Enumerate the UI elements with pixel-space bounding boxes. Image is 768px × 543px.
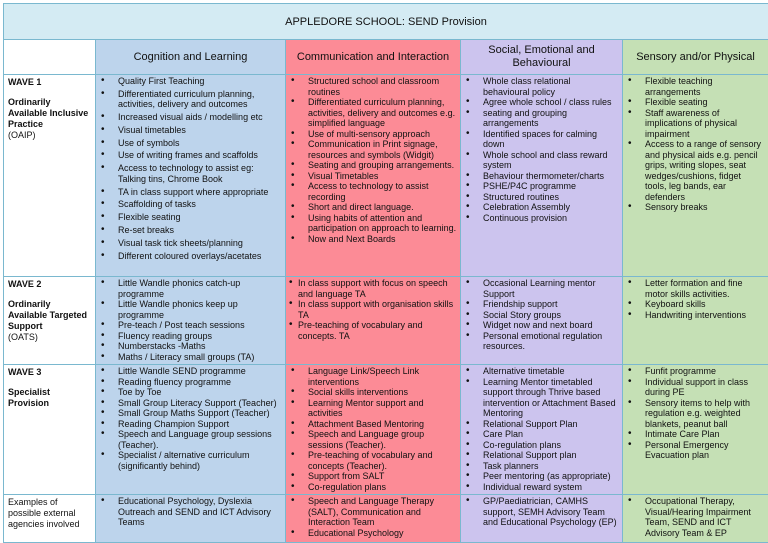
list-item: • Learning Mentor support and activities: [286, 398, 460, 419]
list-item: • Flexible seating: [96, 212, 285, 223]
list-item: • Whole school and class reward system: [461, 150, 622, 171]
wave1-sensory: [623, 75, 768, 277]
wave-name: Ordinarily Available Inclusive Practice: [8, 97, 91, 130]
list-item: • Handwriting interventions: [623, 310, 768, 321]
wave-title: WAVE 2: [8, 279, 91, 290]
bullet-list: [96, 76, 285, 261]
list-item: • Use of symbols: [96, 138, 285, 149]
list-item: • Communication in Print signage, resources and symbols (Widgit): [286, 139, 460, 160]
list-item: • Quality First Teaching: [96, 76, 285, 87]
external-cognition: [96, 495, 286, 543]
wave-abbr: (OAIP): [8, 130, 91, 141]
list-item: • Access to a range of sensory and physical aids e.g. pencil grips, writing slopes, seat wedges/cushions, fidget tools, leg bands, ear defenders: [623, 139, 768, 202]
list-item: • Funfit programme: [623, 366, 768, 377]
list-item: • Behaviour thermometer/charts: [461, 171, 622, 182]
wave3-cognition: [96, 365, 286, 495]
bullet-list: [461, 76, 622, 223]
list-item: • Relational Support Plan: [461, 419, 622, 430]
list-item: • Peer mentoring (as appropriate): [461, 471, 622, 482]
list-item: • Friendship support: [461, 299, 622, 310]
list-item: • Use of writing frames and scaffolds: [96, 150, 285, 161]
list-item: • Learning Mentor timetabled support through Thrive based intervention or Attachment Based Mentoring: [461, 377, 622, 419]
bullet-list: [286, 76, 460, 244]
list-item: • Flexible seating: [623, 97, 768, 108]
wave1-label-cell: [4, 75, 96, 277]
list-item: • Co-regulation plans: [461, 440, 622, 451]
list-item: • Specialist / alternative curriculum (significantly behind): [96, 450, 285, 471]
list-item: • Relational Support plan: [461, 450, 622, 461]
list-item: • Pre-teaching of vocabulary and concepts (Teacher).: [286, 450, 460, 471]
list-item: • Structured routines: [461, 192, 622, 203]
list-item: • Flexible teaching arrangements: [623, 76, 768, 97]
list-item: • Scaffolding of tasks: [96, 199, 285, 210]
list-item: • Fluency reading groups: [96, 331, 285, 342]
list-item: • Little Wandle SEND programme: [96, 366, 285, 377]
wave2-label-cell: [4, 277, 96, 365]
wave2-social: [461, 277, 623, 365]
list-item: • Language Link/Speech Link interventions: [286, 366, 460, 387]
list-item: • Attachment Based Mentoring: [286, 419, 460, 430]
send-provision-table: [3, 3, 768, 543]
list-item: • PSHE/P4C programme: [461, 181, 622, 192]
wave1-cognition: [96, 75, 286, 277]
header-cognition: Cognition and Learning: [96, 40, 286, 75]
list-item: • Use of multi-sensory approach: [286, 129, 460, 140]
external-communication: [286, 495, 461, 543]
list-item: • Staff awareness of implications of physical impairment: [623, 108, 768, 140]
wave1-row: [4, 75, 768, 277]
wave1-communication: [286, 75, 461, 277]
list-item: • Care Plan: [461, 429, 622, 440]
bullet-list: [96, 278, 285, 362]
list-item: • Different coloured overlays/acetates: [96, 251, 285, 262]
wave-name: Ordinarily Available Targeted Support: [8, 299, 91, 332]
external-sensory: [623, 495, 768, 543]
list-item: • Individual support in class during PE: [623, 377, 768, 398]
list-item: • Celebration Assembly: [461, 202, 622, 213]
list-item: • Alternative timetable: [461, 366, 622, 377]
list-item: • Social skills interventions: [286, 387, 460, 398]
list-item: • Differentiated curriculum planning, activities, delivery and outcomes: [96, 89, 285, 110]
list-item: • Occasional Learning mentor Support: [461, 278, 622, 299]
title-row: [4, 4, 768, 40]
list-item: • Speech and Language group sessions (Teacher).: [286, 429, 460, 450]
wave-title: WAVE 1: [8, 77, 91, 88]
wave3-communication: [286, 365, 461, 495]
wave1-social: [461, 75, 623, 277]
bullet-list: [96, 366, 285, 471]
list-item: • GP/Paediatrician, CAMHS support, SEMH Advisory Team and Educational Psychology (EP): [461, 496, 622, 528]
list-item: • seating and grouping arrangements: [461, 108, 622, 129]
list-item: • Educational Psychology: [286, 528, 460, 539]
list-item: • Numberstacks -Maths: [96, 341, 285, 352]
external-agencies-row: [4, 495, 768, 543]
wave2-row: [4, 277, 768, 365]
list-item: • Whole class relational behavioural policy: [461, 76, 622, 97]
list-item: • Access to technology to assist recording: [286, 181, 460, 202]
wave2-cognition: [96, 277, 286, 365]
list-item: • Speech and Language group sessions (Teacher).: [96, 429, 285, 450]
wave3-label-cell: [4, 365, 96, 495]
bullet-list: [286, 278, 460, 341]
list-item: • Toe by Toe: [96, 387, 285, 398]
list-item: • Little Wandle phonics catch-up programme: [96, 278, 285, 299]
external-social: [461, 495, 623, 543]
list-item: • Individual reward system: [461, 482, 622, 493]
list-item: • Now and Next Boards: [286, 234, 460, 245]
bullet-list: [461, 496, 622, 528]
wave3-row: [4, 365, 768, 495]
list-item: • Task planners: [461, 461, 622, 472]
list-item: • Occupational Therapy, Visual/Hearing Impairment Team, SEND and ICT Advisory Team & EP: [623, 496, 768, 538]
list-item: • Pre-teach / Post teach sessions: [96, 320, 285, 331]
page-title: APPLEDORE SCHOOL: SEND Provision: [4, 4, 768, 40]
bullet-list: [623, 496, 768, 538]
list-item: • Personal Emergency Evacuation plan: [623, 440, 768, 461]
list-item: • Social Story groups: [461, 310, 622, 321]
bullet-list: [461, 366, 622, 492]
list-item: • TA in class support where appropriate: [96, 187, 285, 198]
list-item: • Visual Timetables: [286, 171, 460, 182]
list-item: • Letter formation and fine motor skills activities.: [623, 278, 768, 299]
list-item: • Reading fluency programme: [96, 377, 285, 388]
list-item: • Visual task tick sheets/planning: [96, 238, 285, 249]
bullet-list: [623, 278, 768, 320]
header-social: Social, Emotional and Behavioural: [461, 40, 623, 75]
bullet-list: [461, 278, 622, 352]
wave-name: Specialist Provision: [8, 387, 91, 409]
list-item: • Seating and grouping arrangements.: [286, 160, 460, 171]
list-item: • Speech and Language Therapy (SALT), Communication and Interaction Team: [286, 496, 460, 528]
header-sensory: Sensory and/or Physical: [623, 40, 768, 75]
list-item: • Widget now and next board: [461, 320, 622, 331]
external-label: Examples of possible external agencies involved: [4, 495, 96, 543]
column-header-row: [4, 40, 768, 75]
list-item: • Agree whole school / class rules: [461, 97, 622, 108]
bullet-list: [96, 496, 285, 528]
list-item: • Re-set breaks: [96, 225, 285, 236]
bullet-list: [623, 366, 768, 461]
list-item: • Personal emotional regulation resources.: [461, 331, 622, 352]
list-item: • Sensory breaks: [623, 202, 768, 213]
list-item: • Identified spaces for calming down: [461, 129, 622, 150]
list-item: • Differentiated curriculum planning, activities, delivery and outcomes e.g. simplified language: [286, 97, 460, 129]
bullet-list: [286, 496, 460, 538]
wave3-sensory: [623, 365, 768, 495]
list-item: • Little Wandle phonics keep up programme: [96, 299, 285, 320]
wave2-sensory: [623, 277, 768, 365]
wave2-communication: [286, 277, 461, 365]
list-item: • Visual timetables: [96, 125, 285, 136]
list-item: • Structured school and classroom routines: [286, 76, 460, 97]
list-item: • In class support with organisation skills TA: [286, 299, 460, 320]
list-item: • Using habits of attention and participation on approach to learning.: [286, 213, 460, 234]
header-communication: Communication and Interaction: [286, 40, 461, 75]
list-item: • Short and direct language.: [286, 202, 460, 213]
wave-title: WAVE 3: [8, 367, 91, 378]
wave-abbr: (OATS): [8, 332, 91, 343]
list-item: • Small Group Literacy Support (Teacher): [96, 398, 285, 409]
list-item: • Intimate Care Plan: [623, 429, 768, 440]
list-item: • Pre-teaching of vocabulary and concepts. TA: [286, 320, 460, 341]
list-item: • Continuous provision: [461, 213, 622, 224]
list-item: • Educational Psychology, Dyslexia Outreach and SEND and ICT Advisory Teams: [96, 496, 285, 528]
list-item: • Reading Champion Support: [96, 419, 285, 430]
list-item: • Co-regulation plans: [286, 482, 460, 493]
header-blank: [4, 40, 96, 75]
list-item: • Support from SALT: [286, 471, 460, 482]
list-item: • Sensory items to help with regulation e.g. weighted blankets, peanut ball: [623, 398, 768, 430]
list-item: • In class support with focus on speech and language TA: [286, 278, 460, 299]
bullet-list: [286, 366, 460, 492]
bullet-list: [623, 76, 768, 213]
list-item: • Keyboard skills: [623, 299, 768, 310]
wave3-social: [461, 365, 623, 495]
list-item: • Access to technology to assist eg: Talking tins, Chrome Book: [96, 163, 285, 184]
list-item: • Maths / Literacy small groups (TA): [96, 352, 285, 363]
list-item: • Small Group Maths Support (Teacher): [96, 408, 285, 419]
list-item: • Increased visual aids / modelling etc: [96, 112, 285, 123]
